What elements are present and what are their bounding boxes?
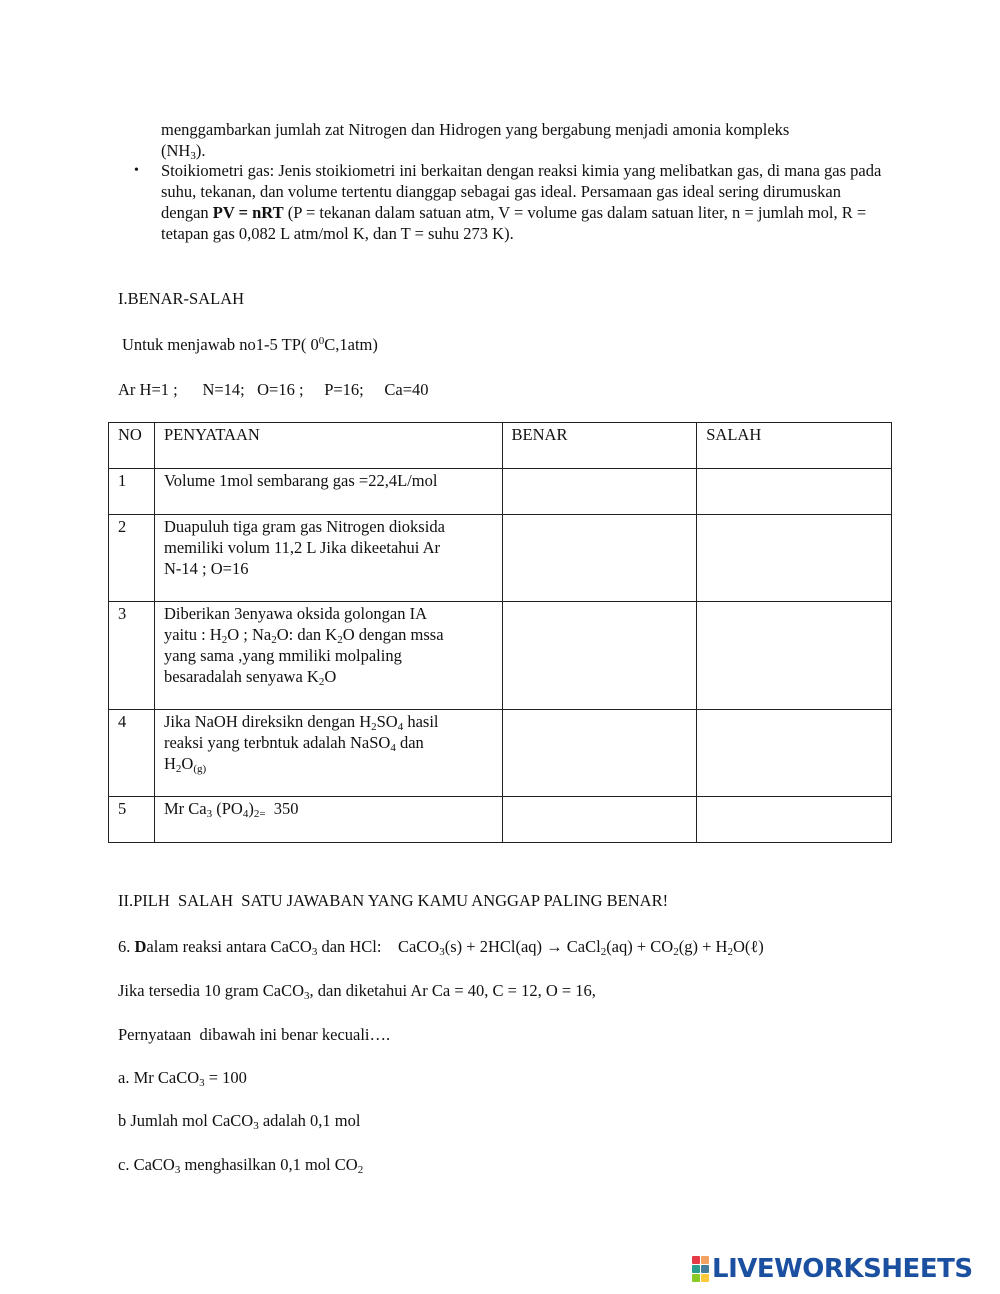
liveworksheets-logo[interactable]: [692, 1252, 973, 1286]
answer-true-cell[interactable]: [502, 602, 697, 710]
answer-false-cell[interactable]: [697, 469, 892, 515]
row-statement: Duapuluh tiga gram gas Nitrogen dioksida memiliki volum 11,2 L Jika dikeetahui Ar N-14 ; O=16: [154, 515, 502, 602]
instruction-line: Untuk menjawab no1-5 TP( $0^0C,1atm$): [122, 335, 378, 354]
option-b[interactable]: b Jumlah mol CaCO$_3$ adalah 0,1 mol: [118, 1111, 361, 1132]
table-row: [109, 797, 892, 843]
logo-block: [701, 1256, 709, 1264]
row-number: 3: [109, 602, 155, 710]
row-number: 4: [109, 710, 155, 797]
answer-true-cell[interactable]: [502, 515, 697, 602]
answer-false-cell[interactable]: [697, 797, 892, 843]
answer-true-cell[interactable]: [502, 797, 697, 843]
logo-block: [692, 1265, 700, 1273]
section-2-heading: II.PILH SALAH SATU JAWABAN YANG KAMU ANGGAP PALING BENAR!: [118, 891, 669, 910]
question-6-prompt: Pernyataan dibawah ini benar kecuali….: [118, 1025, 391, 1044]
answer-true-cell[interactable]: [502, 469, 697, 515]
table-header-row: [109, 423, 892, 469]
bullet-icon: •: [134, 163, 139, 178]
header-no: NO: [109, 423, 155, 469]
row-statement: Volume 1mol sembarang gas =22,4L/mol: [154, 469, 502, 515]
header-true: BENAR: [502, 423, 697, 469]
logo-block: [692, 1256, 700, 1264]
answer-false-cell[interactable]: [697, 602, 892, 710]
header-statement: PENYATAAN: [154, 423, 502, 469]
question-6-given: Jika tersedia 10 gram CaCO$_3$, dan diketahui Ar Ca = 40, C = 12, O = 16,: [118, 981, 596, 1002]
true-false-table: [108, 422, 892, 843]
option-c[interactable]: c. CaCO$_3$ menghasilkan 0,1 mol $CO_2$: [118, 1155, 364, 1176]
logo-blocks-icon: [692, 1256, 709, 1282]
row-statement: Jika NaOH direksikn dengan $H_2SO_4$ hasil reaksi yang terbntuk adalah NaSO$_4$ dan $H_2O_{(g)}$: [154, 710, 502, 797]
row-number: 5: [109, 797, 155, 843]
atomic-mass-line: Ar H=1 ; N=14; O=16 ; P=16; Ca=40: [118, 380, 429, 399]
logo-text: LIVEWORKSHEETS: [712, 1254, 973, 1284]
table-row: [109, 469, 892, 515]
table-row: [109, 515, 892, 602]
header-false: SALAH: [697, 423, 892, 469]
answer-false-cell[interactable]: [697, 710, 892, 797]
row-statement: Diberikan 3enyawa oksida golongan IA yaitu : $H_2O$ ; $Na_2O$: dan $K_2O$ dengan mssa yang sama ,yang mmiliki molpaling besaradalah senyawa $K_2O$: [154, 602, 502, 710]
intro-line-2: $(NH_3)$.: [161, 141, 206, 162]
logo-block: [692, 1274, 700, 1282]
logo-block: [701, 1274, 709, 1282]
answer-false-cell[interactable]: [697, 515, 892, 602]
gas-stoichiometry-bullet: Stoikiometri gas: Jenis stoikiometri ini berkaitan dengan reaksi kimia yang melibatkan gas, di mana gas pada suhu, tekanan, dan volume tertentu dianggap sebagai gas ideal. Persamaan gas ideal sering dirumuskan dengan PV = nRT (P = tekanan dalam satuan atm, V = volume gas dalam satuan liter, n = jumlah mol, R = tetapan gas 0,082 L atm/mol K, dan T = suhu 273 K).: [161, 161, 882, 243]
row-number: 2: [109, 515, 155, 602]
question-6: 6. Dalam reaksi antara CaCO$_3$ dan HCl: CaCO$_3$(s) + 2HCl(aq) → CaCl$_2$(aq) + $CO_2(g)$ + $H_2O(\ell)$: [118, 937, 764, 958]
option-a[interactable]: a. Mr CaCO$_3$ = 100: [118, 1068, 247, 1089]
row-statement: Mr $Ca_3$ $(PO_4)_{2=}$ 350: [154, 797, 502, 843]
row-number: 1: [109, 469, 155, 515]
section-1-heading: I.BENAR-SALAH: [118, 289, 245, 308]
answer-true-cell[interactable]: [502, 710, 697, 797]
logo-block: [701, 1265, 709, 1273]
table-row: [109, 602, 892, 710]
table-row: [109, 710, 892, 797]
intro-line-1: menggambarkan jumlah zat Nitrogen dan Hidrogen yang bergabung menjadi amonia kompleks: [161, 120, 790, 139]
